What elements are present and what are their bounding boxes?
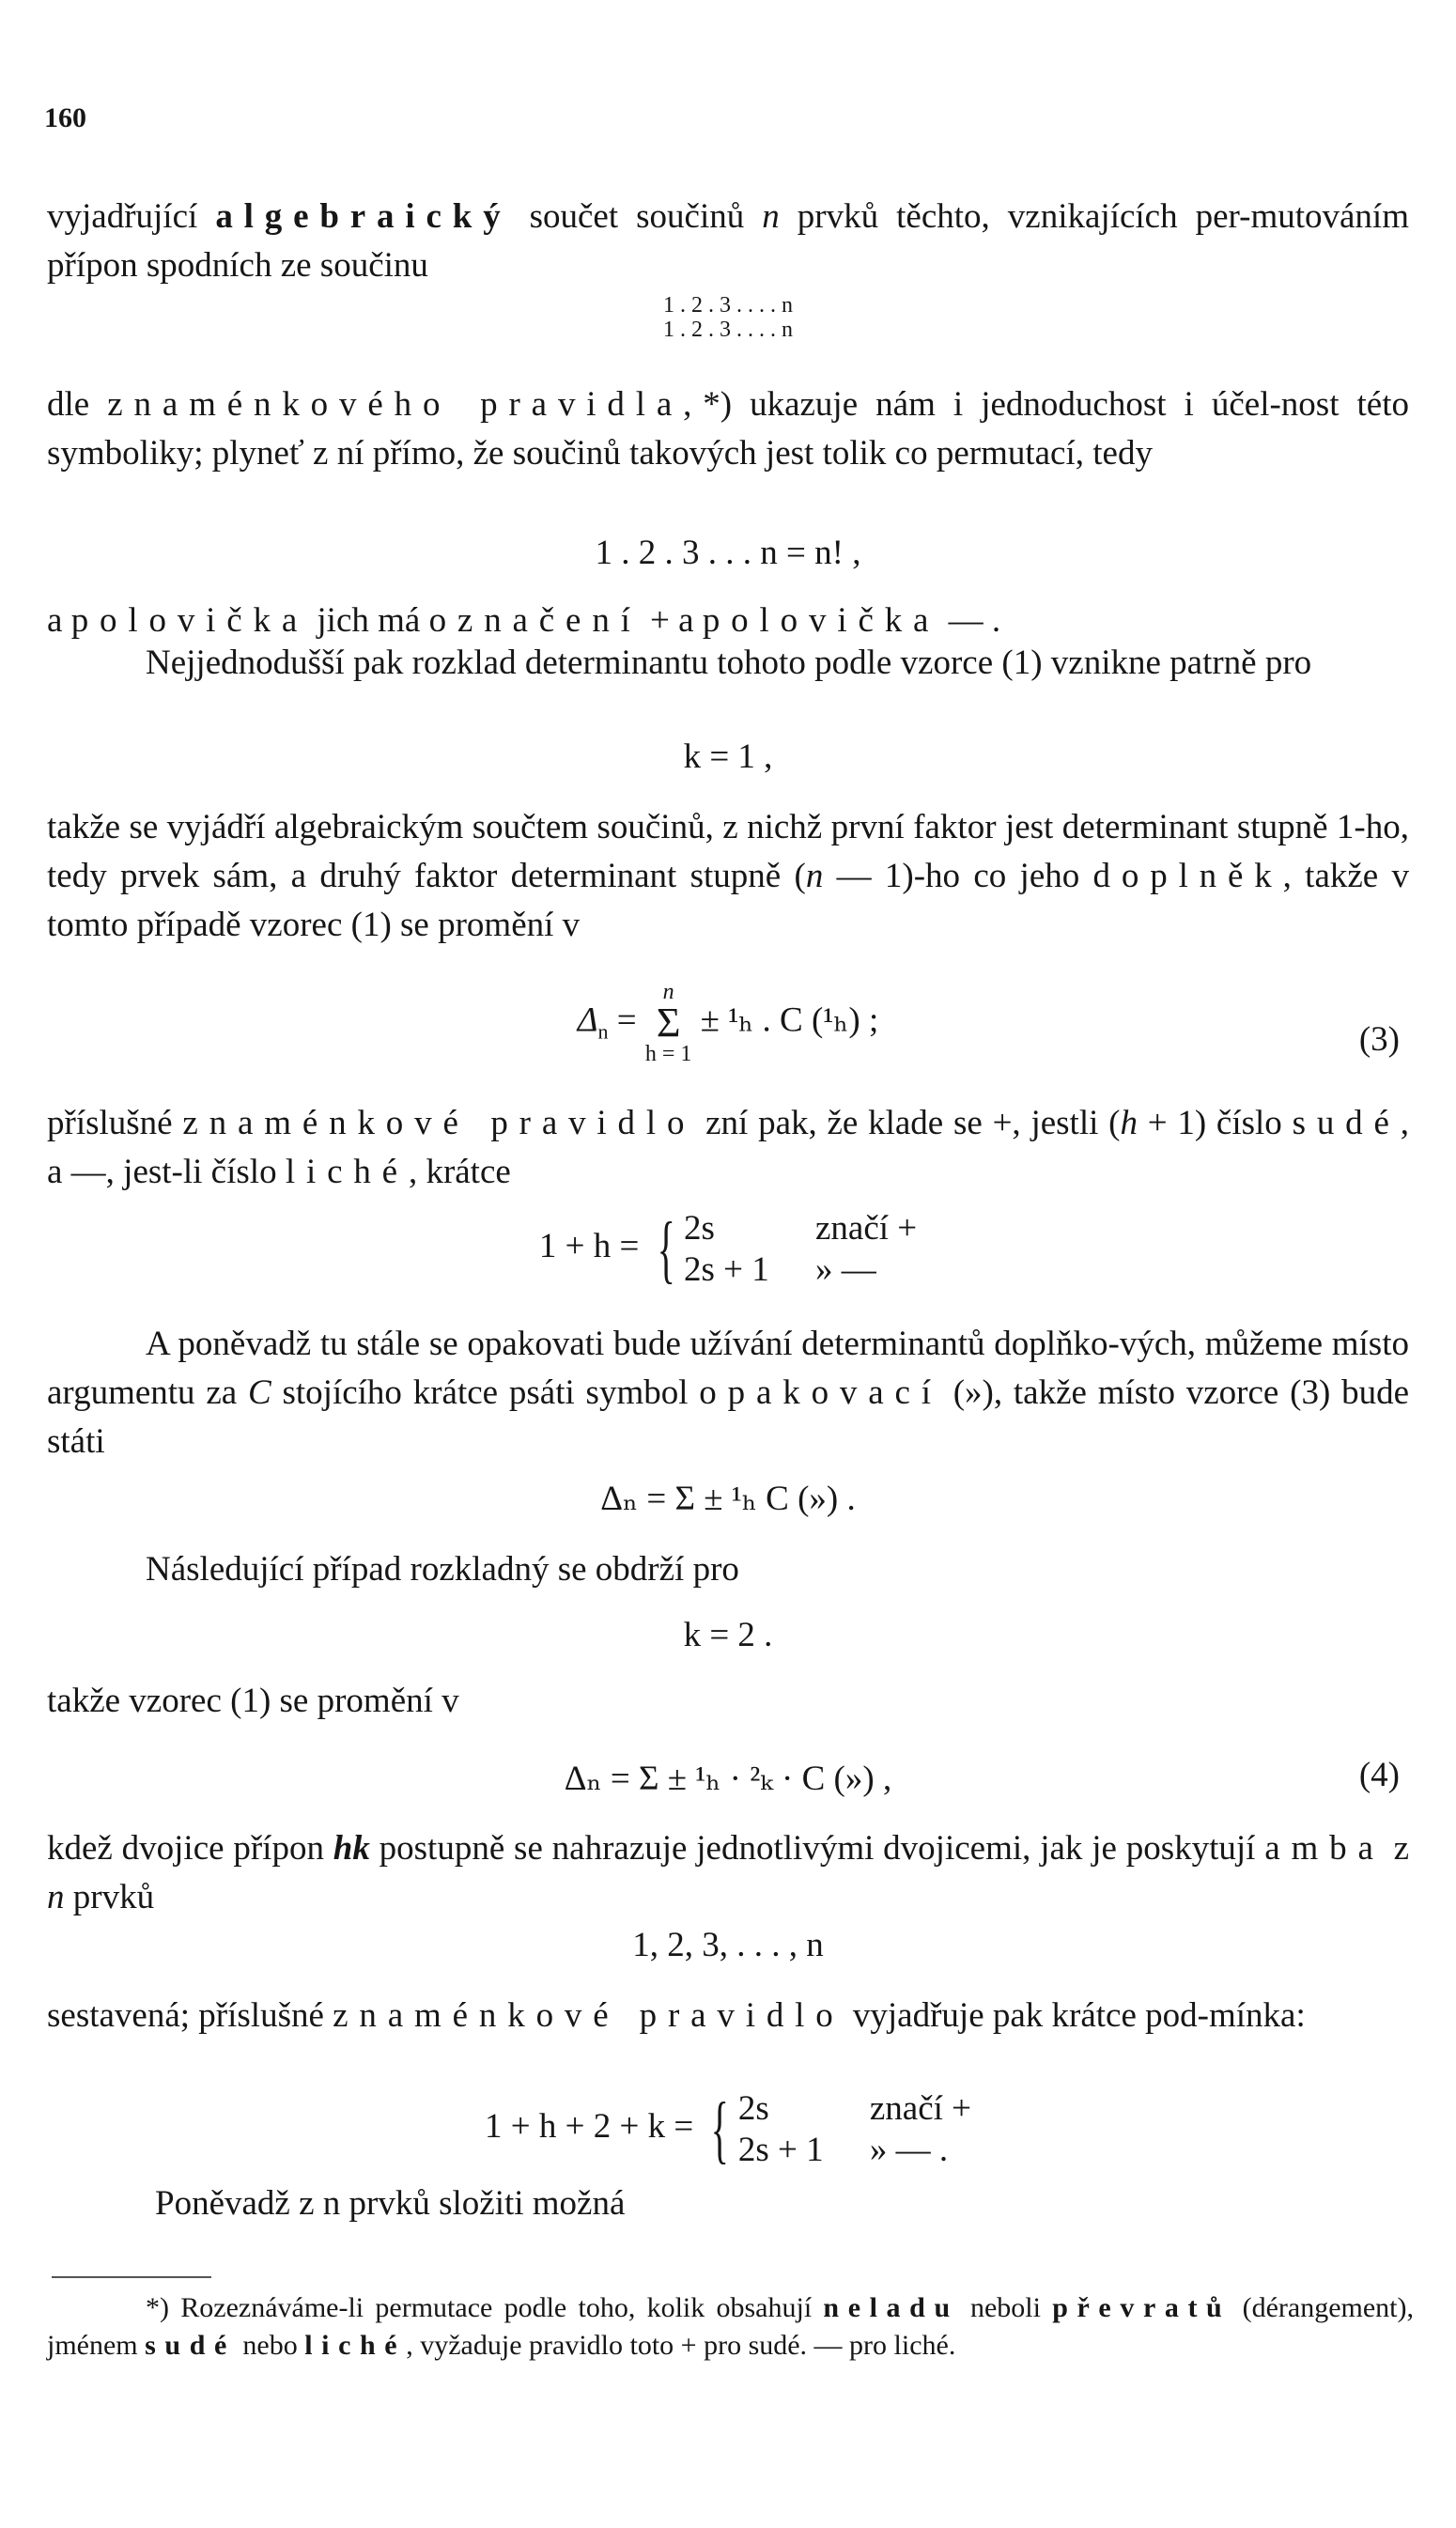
paragraph-sign-rule bbox=[47, 380, 1409, 478]
mini-product-row-2: 1 . 2 . 3 . . . . n bbox=[663, 318, 793, 342]
spaced-term-even: sudé bbox=[1292, 1104, 1401, 1142]
text-run: — . bbox=[939, 601, 1001, 640]
page-number: 160 bbox=[44, 102, 86, 133]
paragraph-parity bbox=[47, 1099, 1409, 1197]
case-even: 2s bbox=[737, 2088, 769, 2128]
tag-minus: » — bbox=[814, 1249, 876, 1289]
mini-product-row-1: 1 . 2 . 3 . . . . n bbox=[663, 293, 793, 318]
equation-short: Δₙ = Σ ± ¹ₕ C (») . bbox=[600, 1480, 856, 1518]
equation-parity-1 bbox=[0, 1205, 1456, 1291]
tag-plus: značí + bbox=[869, 2088, 972, 2128]
text-run: kdež dvojice přípon bbox=[47, 1829, 333, 1868]
text-run: součet součinů bbox=[511, 197, 763, 236]
parity-lhs: 1 + h = bbox=[538, 1227, 648, 1265]
text-run: příslušné bbox=[47, 1104, 183, 1142]
equation-4: Δₙ = Σ ± ¹ₕ · ²ₖ · C (») , bbox=[564, 1760, 892, 1798]
spaced-term-even: sudé bbox=[145, 2330, 236, 2361]
spaced-term-half: polovička bbox=[702, 601, 940, 640]
spaced-term-sign: označení bbox=[428, 601, 642, 640]
spaced-term-odd: liché bbox=[285, 1153, 409, 1191]
variable-n: n bbox=[47, 1878, 65, 1916]
equation-k-equals-2: k = 2 . bbox=[683, 1616, 773, 1654]
paragraph-repetition-symbol bbox=[47, 1320, 1409, 1466]
spaced-term-odd: liché bbox=[304, 2330, 407, 2361]
equation-parity-2 bbox=[0, 2086, 1456, 2171]
equation-number-4: (4) bbox=[1358, 1756, 1400, 1794]
delta-subscript: n bbox=[597, 1019, 609, 1044]
text-run: + a bbox=[641, 601, 703, 640]
mini-product-block bbox=[0, 293, 1456, 342]
text-run: vyjadřuje pak krátce pod-mínka: bbox=[844, 1996, 1306, 2035]
case-odd: 2s + 1 bbox=[683, 1249, 769, 1289]
text-run: (»), takže místo vzorce (3) bude státi bbox=[47, 1373, 1409, 1461]
text-run: stojícího krátce psáti symbol bbox=[271, 1373, 700, 1412]
variable-n: n bbox=[762, 197, 780, 236]
text-run: *) ukazuje nám i jednoduchost i účel-nost této symboliky; plyneť z ní přímo, že součinů takových jest tolik co permutací, tedy bbox=[47, 385, 1410, 473]
variable-hk: hk bbox=[333, 1829, 370, 1868]
paragraph-next-case: Následující případ rozkladný se obdrží pro bbox=[146, 1550, 739, 1589]
spaced-term-sign-rule: znaménkové pravidlo bbox=[333, 1996, 844, 2035]
parity-cases bbox=[738, 2088, 824, 2171]
spaced-term-amba: amba bbox=[1264, 1829, 1385, 1868]
text-run: , krátce bbox=[408, 1153, 511, 1191]
equation-factorial: 1 . 2 . 3 . . . n = n! , bbox=[595, 534, 861, 572]
text-run: nebo bbox=[235, 2330, 305, 2361]
spaced-term-inversion: neladu bbox=[823, 2292, 959, 2323]
text-run: postupně se nahrazuje jednotlivými dvojicemi, jak je poskytují bbox=[369, 1829, 1265, 1868]
text-run: neboli bbox=[958, 2292, 1053, 2323]
text-run: , vyžaduje pravidlo toto + pro sudé. — pro liché. bbox=[406, 2330, 956, 2361]
tag-plus: značí + bbox=[814, 1208, 918, 1248]
left-brace: { bbox=[657, 1207, 675, 1291]
spaced-term-repeat: opakovací bbox=[699, 1373, 942, 1412]
text-run: jich má bbox=[308, 601, 429, 640]
spaced-term-half: polovička bbox=[70, 601, 309, 640]
text-run: A poněvadž tu stále se opakovati bude užívání determinantů doplňko-vých, můžeme místo argumentu za bbox=[47, 1325, 1409, 1412]
text-run: , a —, jest-li číslo bbox=[47, 1104, 1410, 1191]
paragraph-pairs bbox=[47, 1824, 1409, 1922]
paragraph-condition bbox=[47, 1992, 1409, 2040]
variable-h: h bbox=[1120, 1104, 1138, 1142]
text-run: prvků těchto, vznikajících per-mutováním přípon spodních ze součinu bbox=[47, 197, 1409, 285]
spaced-term-complement: doplněk bbox=[1092, 857, 1283, 895]
summation-upper-limit: n bbox=[662, 980, 674, 1004]
paragraph-intro bbox=[47, 193, 1409, 290]
text-run: dle bbox=[47, 385, 108, 424]
footnote-separator bbox=[52, 2276, 211, 2278]
text-run: sestavená; příslušné bbox=[47, 1996, 333, 2035]
spaced-term-derangement: převratů bbox=[1052, 2292, 1231, 2323]
spaced-term-sign-rule: znaménkové pravidlo bbox=[182, 1104, 696, 1142]
summation bbox=[645, 982, 692, 1064]
paragraph-formula-1: takže vzorec (1) se promění v bbox=[47, 1682, 459, 1720]
text-run: a bbox=[47, 601, 71, 640]
case-even: 2s bbox=[683, 1208, 715, 1248]
text-run: , takže v tomto případě vzorec (1) se promění v bbox=[47, 857, 1410, 944]
left-brace: { bbox=[711, 2087, 730, 2171]
equation-3 bbox=[0, 982, 1456, 1064]
delta-symbol: Δ bbox=[577, 1000, 598, 1040]
variable-c: C bbox=[248, 1373, 271, 1412]
paragraph-combinations: Poněvadž z n prvků složiti možná bbox=[155, 2184, 626, 2223]
paragraph-simplest: Nejjednodušší pak rozklad determinantu tohoto podle vzorce (1) vznikne patrně pro bbox=[146, 644, 1312, 682]
text-run: *) Rozeznáváme-li permutace podle toho, kolik obsahují bbox=[146, 2292, 824, 2323]
text-run: prvků bbox=[64, 1878, 155, 1916]
spaced-term-algebraic: algebraický bbox=[215, 197, 512, 236]
equation-number-3: (3) bbox=[1358, 1020, 1400, 1059]
parity-tags bbox=[870, 2088, 971, 2171]
variable-n: n bbox=[805, 857, 824, 895]
text-run: (dérangement), jménem bbox=[47, 2292, 1415, 2361]
equation-k-equals-1: k = 1 , bbox=[683, 737, 773, 776]
parity-cases bbox=[684, 1208, 769, 1291]
spaced-term-sign-rule: znaménkového pravidla, bbox=[107, 385, 704, 424]
text-run: + 1) číslo bbox=[1137, 1104, 1293, 1142]
parity-tags bbox=[815, 1208, 917, 1291]
summation-lower-limit: h = 1 bbox=[644, 1042, 692, 1066]
equation-list: 1, 2, 3, . . . , n bbox=[632, 1926, 824, 1964]
sigma-symbol: Σ bbox=[656, 1000, 681, 1046]
text-run: zní pak, že klade se +, jestli ( bbox=[695, 1104, 1121, 1142]
equation-3-terms: ± ¹ₕ . C (¹ₕ) ; bbox=[700, 1000, 879, 1040]
paragraph-algebraic-sum bbox=[47, 803, 1409, 950]
parity-lhs: 1 + h + 2 + k = bbox=[484, 2107, 703, 2146]
case-odd: 2s + 1 bbox=[737, 2130, 824, 2169]
footnote bbox=[47, 2289, 1414, 2365]
text-run: — 1)-ho co jeho bbox=[823, 857, 1093, 895]
text-run: vyjadřující bbox=[47, 197, 216, 236]
tag-minus: » — . bbox=[869, 2130, 949, 2169]
text-run: takže se vyjádří algebraickým součtem součinů, z nichž první faktor jest determinant stupně 1-ho, tedy prvek sám, a druhý faktor determinant stupně ( bbox=[47, 808, 1409, 895]
text-run: z bbox=[1384, 1829, 1409, 1868]
equals-sign: = bbox=[616, 1000, 645, 1040]
